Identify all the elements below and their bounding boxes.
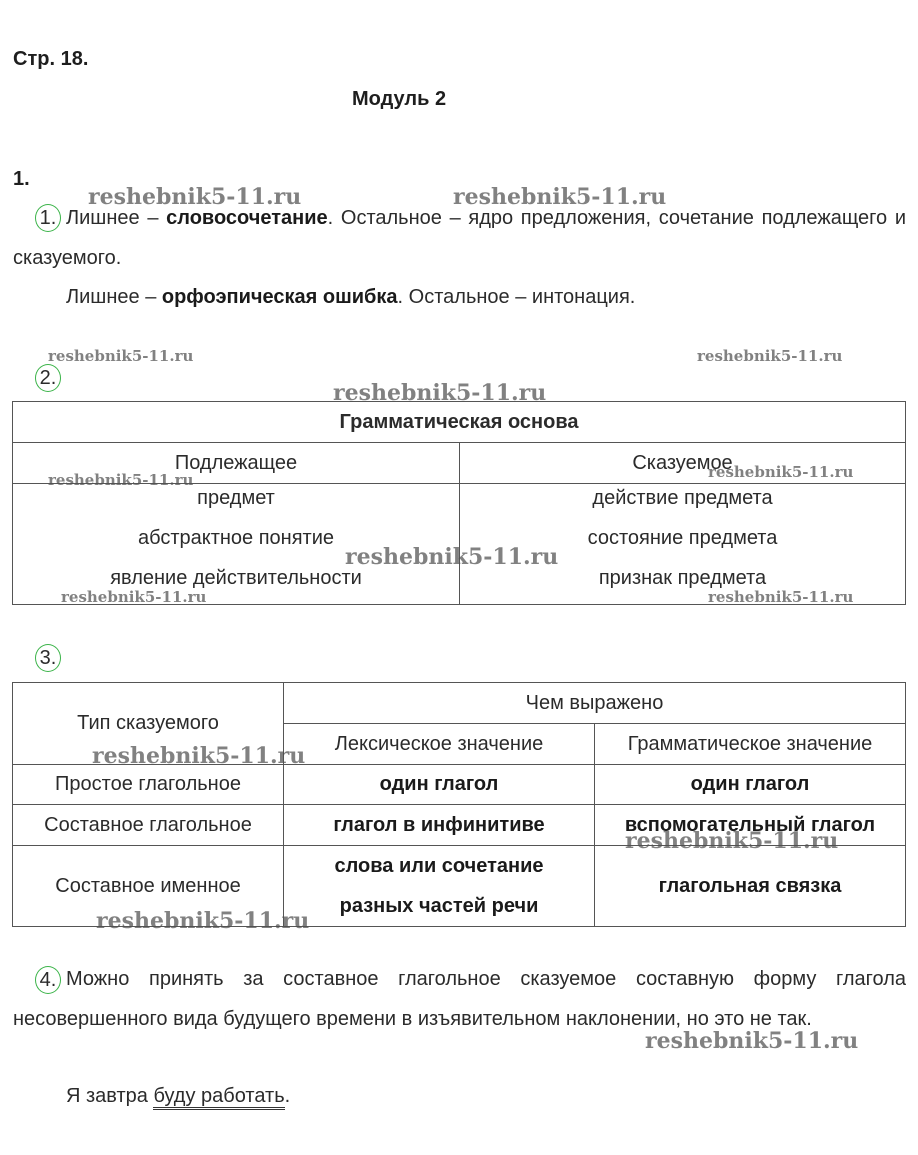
type-header: Тип сказуемого: [13, 683, 284, 765]
module-title: Модуль 2: [352, 88, 447, 110]
watermark: reshebnik5-11.ru: [625, 828, 839, 854]
predicate-type-cell: Простое глагольное: [13, 765, 284, 805]
example-text-a: Я завтра: [66, 1085, 154, 1107]
section-4-paragraph: Можно принять за составное глагольное сказуемое составную форму глагола несовершенного вида будущего времени в изъявительном наклонении, но это не так.: [13, 968, 906, 1030]
section-2-number: 2.: [35, 364, 61, 392]
example-underlined-predicate: буду работать: [153, 1085, 284, 1110]
table-row: [13, 765, 906, 805]
watermark: reshebnik5-11.ru: [697, 347, 843, 365]
watermark: reshebnik5-11.ru: [61, 588, 207, 606]
lexical-line: слова или сочетание: [334, 855, 544, 877]
grammatical-header: Грамматическое значение: [595, 724, 906, 765]
subject-items-cell: [13, 484, 460, 605]
section-1-p1-text-b: . Остальное – ядро предложения, сочетание подлежащего и сказуемого.: [13, 207, 907, 269]
predicate-header: Сказуемое: [460, 443, 906, 484]
section-1-p2-text-a: Лишнее –: [66, 286, 162, 308]
predicate-type-cell: Составное именное: [13, 846, 284, 927]
example-text-b: .: [284, 1085, 291, 1107]
predicate-item: состояние предмета: [587, 527, 778, 549]
lexical-cell: глагол в инфинитиве: [284, 805, 595, 846]
section-1-number: 1.: [35, 204, 61, 232]
subject-item: предмет: [197, 487, 275, 509]
table-row: [13, 805, 906, 846]
task-number: 1.: [13, 168, 30, 190]
predicate-item: действие предмета: [592, 487, 773, 509]
section-1-p2-bold: орфоэпическая ошибка: [161, 286, 398, 308]
watermark: reshebnik5-11.ru: [88, 184, 302, 210]
section-1-paragraph-2: [13, 277, 906, 317]
grammatical-cell: вспомогательный глагол: [595, 805, 906, 846]
lexical-header: Лексическое значение: [284, 724, 595, 765]
grammatical-cell: один глагол: [595, 765, 906, 805]
page-reference: Стр. 18.: [13, 48, 89, 70]
subject-item: абстрактное понятие: [137, 527, 335, 549]
watermark: reshebnik5-11.ru: [333, 380, 547, 406]
table-row: [13, 846, 906, 927]
grammatical-cell: глагольная связка: [595, 846, 906, 927]
section-3-number: 3.: [35, 644, 61, 672]
watermark: reshebnik5-11.ru: [453, 184, 667, 210]
expressed-header: Чем выражено: [284, 683, 906, 724]
section-1-paragraph-1: [13, 198, 906, 278]
section-4-number: 4.: [35, 966, 61, 994]
section-4-example: [13, 1076, 906, 1116]
watermark: reshebnik5-11.ru: [96, 908, 310, 934]
watermark: reshebnik5-11.ru: [48, 347, 194, 365]
watermark: reshebnik5-11.ru: [48, 471, 194, 489]
lexical-line: разных частей речи: [339, 895, 539, 917]
watermark: reshebnik5-11.ru: [708, 463, 854, 481]
watermark: reshebnik5-11.ru: [92, 743, 306, 769]
section-1-p2-text-b: . Остальное – интонация.: [397, 286, 636, 308]
grammar-basis-table: [12, 401, 906, 605]
section-1-p1-bold: словосочетание: [166, 207, 328, 229]
predicate-type-cell: Составное глагольное: [13, 805, 284, 846]
watermark: reshebnik5-11.ru: [345, 544, 559, 570]
subject-item: явление действительности: [110, 567, 362, 589]
lexical-cell: один глагол: [284, 765, 595, 805]
watermark: reshebnik5-11.ru: [645, 1028, 859, 1054]
grammar-table-title: Грамматическая основа: [13, 402, 906, 443]
section-1-p1-text-a: Лишнее –: [66, 207, 167, 229]
predicate-item: признак предмета: [598, 567, 767, 589]
lexical-cell: [284, 846, 595, 927]
predicate-items-cell: [460, 484, 906, 605]
subject-header: Подлежащее: [13, 443, 460, 484]
predicate-types-table: [12, 682, 906, 927]
watermark: reshebnik5-11.ru: [708, 588, 854, 606]
